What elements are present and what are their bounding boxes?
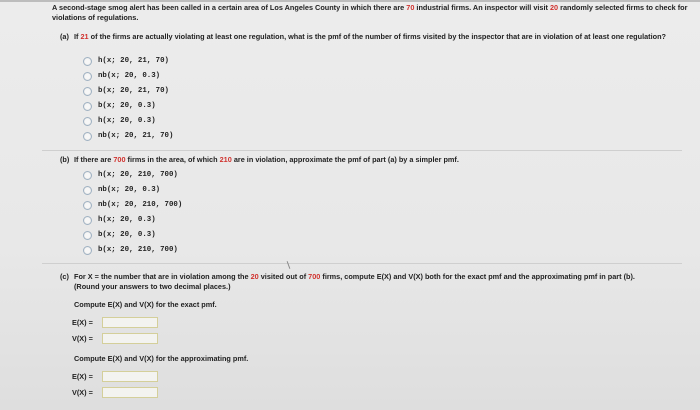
section-divider bbox=[42, 150, 682, 151]
approx-vx-row: V(X) = bbox=[72, 385, 158, 399]
radio-icon[interactable] bbox=[83, 186, 92, 195]
radio-icon[interactable] bbox=[83, 72, 92, 81]
part-a-option[interactable]: b(x; 20, 0.3) bbox=[83, 100, 156, 112]
firms-count: 70 bbox=[406, 3, 415, 12]
part-a-option[interactable]: h(x; 20, 21, 70) bbox=[83, 55, 169, 67]
problem-intro: A second-stage smog alert has been called in a certain area of Los Angeles County in which there are 70 industrial firms. An inspector will visit 20 randomly selected firms to check for violations of regulations. bbox=[52, 3, 688, 22]
part-b-label: (b) bbox=[60, 155, 70, 164]
part-b-option[interactable]: b(x; 20, 210, 700) bbox=[83, 244, 178, 256]
exact-ex-row: E(X) = bbox=[72, 315, 158, 329]
radio-icon[interactable] bbox=[83, 246, 92, 255]
radio-icon[interactable] bbox=[83, 57, 92, 66]
part-b-option[interactable]: h(x; 20, 0.3) bbox=[83, 214, 156, 226]
part-a-label: (a) bbox=[60, 32, 69, 41]
visit-count: 20 bbox=[549, 3, 559, 12]
part-c-label: (c) bbox=[60, 272, 69, 281]
radio-icon[interactable] bbox=[83, 231, 92, 240]
approx-pmf-label: Compute E(X) and V(X) for the approximating pmf. bbox=[74, 354, 249, 363]
radio-icon[interactable] bbox=[83, 201, 92, 210]
exact-pmf-label: Compute E(X) and V(X) for the exact pmf. bbox=[74, 300, 217, 309]
part-a-option[interactable]: nb(x; 20, 0.3) bbox=[83, 70, 160, 82]
radio-icon[interactable] bbox=[83, 132, 92, 141]
exact-vx-row: V(X) = bbox=[72, 331, 158, 345]
top-border bbox=[0, 0, 700, 2]
part-b-question: If there are 700 firms in the area, of which 210 are in violation, approximate the pmf of part (a) by a simpler pmf. bbox=[74, 155, 459, 164]
approx-ex-row: E(X) = bbox=[72, 369, 158, 383]
part-a-option[interactable]: nb(x; 20, 21, 70) bbox=[83, 130, 173, 142]
part-a-option[interactable]: h(x; 20, 0.3) bbox=[83, 115, 156, 127]
approx-vx-input[interactable] bbox=[102, 387, 158, 398]
part-b-option[interactable]: nb(x; 20, 0.3) bbox=[83, 184, 160, 196]
radio-icon[interactable] bbox=[83, 117, 92, 126]
section-divider bbox=[42, 263, 682, 264]
exact-vx-input[interactable] bbox=[102, 333, 158, 344]
radio-icon[interactable] bbox=[83, 102, 92, 111]
radio-icon[interactable] bbox=[83, 171, 92, 180]
exact-ex-input[interactable] bbox=[102, 317, 158, 328]
part-c-question: For X = the number that are in violation among the 20 visited out of 700 firms, compute E(X) and V(X) both for the exact pmf and the approximating pmf in part (b). bbox=[74, 272, 635, 281]
radio-icon[interactable] bbox=[83, 87, 92, 96]
round-note: (Round your answers to two decimal places.) bbox=[74, 282, 231, 291]
part-b-option[interactable]: h(x; 20, 210, 700) bbox=[83, 169, 178, 181]
part-b-option[interactable]: nb(x; 20, 210, 700) bbox=[83, 199, 182, 211]
part-b-option[interactable]: b(x; 20, 0.3) bbox=[83, 229, 156, 241]
radio-icon[interactable] bbox=[83, 216, 92, 225]
part-a-option[interactable]: b(x; 20, 21, 70) bbox=[83, 85, 169, 97]
approx-ex-input[interactable] bbox=[102, 371, 158, 382]
part-a-question: If 21 of the firms are actually violating at least one regulation, what is the pmf of the number of firms visited by the inspector that are in violation of at least one regulation? bbox=[74, 32, 666, 41]
